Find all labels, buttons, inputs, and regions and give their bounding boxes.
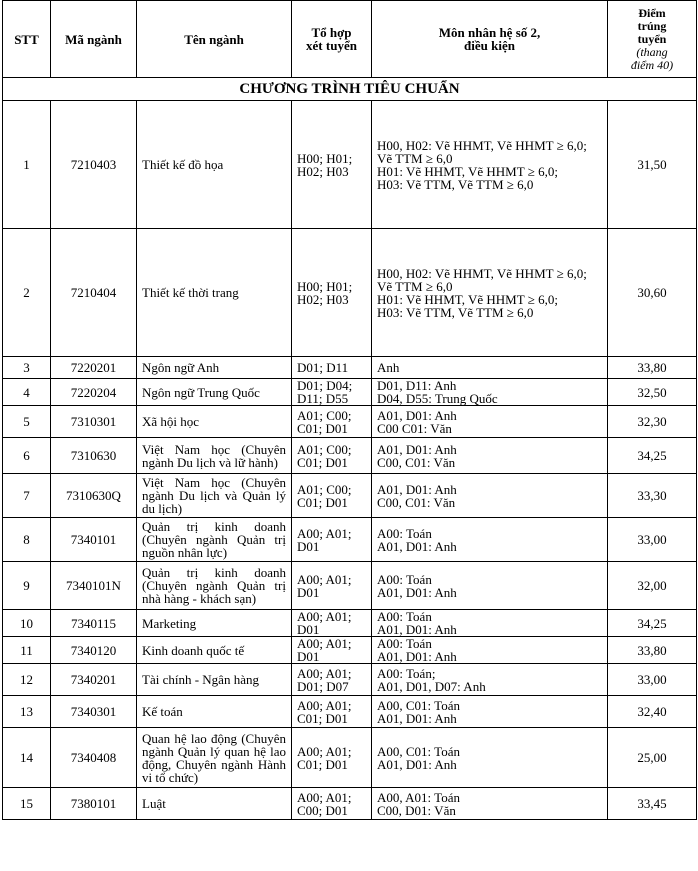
table-row xyxy=(3,610,697,637)
subject-line: H00, H02: Vẽ HHMT, Vẽ HHMT ≥ 6,0; Vẽ TTM ≥ 6,0 xyxy=(377,137,587,166)
cell-score: 25,00 xyxy=(608,728,697,788)
cell-subject xyxy=(372,406,608,438)
cell-code: 7340115 xyxy=(51,610,137,637)
cell-combo: A00; A01; C01; D01 xyxy=(292,728,372,788)
table-row xyxy=(3,664,697,696)
cell-subject xyxy=(372,562,608,610)
cell-name: Kinh doanh quốc tế xyxy=(137,637,292,664)
subject-line: A01, D01: Anh xyxy=(377,441,457,457)
cell-subject xyxy=(372,438,608,474)
table-row xyxy=(3,357,697,379)
subject-line: A01, D01: Anh xyxy=(377,622,457,637)
cell-stt: 8 xyxy=(3,518,51,562)
cell-stt: 1 xyxy=(3,101,51,229)
table-row xyxy=(3,438,697,474)
header-code: Mã ngành xyxy=(51,1,137,78)
section-row xyxy=(3,78,697,101)
table-row xyxy=(3,518,697,562)
subject-line: H00, H02: Vẽ HHMT, Vẽ HHMT ≥ 6,0; Vẽ TTM ≥ 6,0 xyxy=(377,265,587,294)
cell-combo: A01; C00; C01; D01 xyxy=(292,474,372,518)
cell-score: 33,80 xyxy=(608,637,697,664)
cell-name: Kế toán xyxy=(137,696,292,728)
cell-subject xyxy=(372,610,608,637)
cell-stt: 14 xyxy=(3,728,51,788)
cell-subject xyxy=(372,101,608,229)
subject-line: C00, C01: Văn xyxy=(377,494,456,510)
cell-combo: H00; H01; H02; H03 xyxy=(292,229,372,357)
table-row xyxy=(3,637,697,664)
cell-score: 31,50 xyxy=(608,101,697,229)
subject-line: D01, D11: Anh xyxy=(377,378,457,393)
cell-combo: D01; D04; D11; D55 xyxy=(292,379,372,406)
cell-stt: 2 xyxy=(3,229,51,357)
table-row xyxy=(3,379,697,406)
subject-line: H03: Vẽ TTM, Vẽ TTM ≥ 6,0 xyxy=(377,176,534,192)
cell-combo: A00; A01; C00; D01 xyxy=(292,788,372,820)
cell-combo: A01; C00; C01; D01 xyxy=(292,438,372,474)
cell-combo: A00; A01; D01 xyxy=(292,637,372,664)
cell-name: Marketing xyxy=(137,610,292,637)
cell-subject xyxy=(372,474,608,518)
cell-code: 7380101 xyxy=(51,788,137,820)
subject-line: H01: Vẽ HHMT, Vẽ HHMT ≥ 6,0; xyxy=(377,291,558,307)
cell-code: 7340101 xyxy=(51,518,137,562)
subject-line: A00: Toán xyxy=(377,525,432,541)
cell-subject xyxy=(372,379,608,406)
cell-combo: A00; A01; D01 xyxy=(292,518,372,562)
subject-line: Anh xyxy=(377,360,400,375)
subject-line: H01: Vẽ HHMT, Vẽ HHMT ≥ 6,0; xyxy=(377,163,558,179)
cell-stt: 11 xyxy=(3,637,51,664)
cell-name: Quản trị kinh doanh (Chuyên ngành Quản trị nhà hàng - khách sạn) xyxy=(137,562,292,610)
cell-score: 34,25 xyxy=(608,610,697,637)
cell-name: Luật xyxy=(137,788,292,820)
cell-score: 32,40 xyxy=(608,696,697,728)
cell-stt: 5 xyxy=(3,406,51,438)
cell-code: 7340201 xyxy=(51,664,137,696)
table-row xyxy=(3,229,697,357)
cell-score: 32,00 xyxy=(608,562,697,610)
cell-subject xyxy=(372,696,608,728)
table-row xyxy=(3,788,697,820)
subject-line: A01, D01: Anh xyxy=(377,407,457,423)
subject-line: H03: Vẽ TTM, Vẽ TTM ≥ 6,0 xyxy=(377,304,534,320)
cell-name: Tài chính - Ngân hàng xyxy=(137,664,292,696)
cell-name: Ngôn ngữ Anh xyxy=(137,357,292,379)
admission-score-table xyxy=(2,0,697,820)
table-row xyxy=(3,474,697,518)
cell-name: Quan hệ lao động (Chuyên ngành Quản lý quan hệ lao động, Chuyên ngành Hành vi tổ chức) xyxy=(137,728,292,788)
cell-subject xyxy=(372,229,608,357)
cell-combo: D01; D11 xyxy=(292,357,372,379)
cell-code: 7340101N xyxy=(51,562,137,610)
cell-combo: A00; A01; D01 xyxy=(292,610,372,637)
cell-combo: H00; H01; H02; H03 xyxy=(292,101,372,229)
cell-code: 7310630 xyxy=(51,438,137,474)
cell-score: 33,45 xyxy=(608,788,697,820)
subject-line: C00, D01: Văn xyxy=(377,802,456,818)
cell-stt: 10 xyxy=(3,610,51,637)
cell-name: Ngôn ngữ Trung Quốc xyxy=(137,379,292,406)
cell-score: 34,25 xyxy=(608,438,697,474)
cell-code: 7220201 xyxy=(51,357,137,379)
cell-stt: 7 xyxy=(3,474,51,518)
cell-stt: 3 xyxy=(3,357,51,379)
cell-stt: 12 xyxy=(3,664,51,696)
cell-score: 33,00 xyxy=(608,664,697,696)
cell-code: 7210403 xyxy=(51,101,137,229)
cell-code: 7340120 xyxy=(51,637,137,664)
subject-line: A00, C01: Toán xyxy=(377,743,460,759)
cell-score: 33,30 xyxy=(608,474,697,518)
table-row xyxy=(3,101,697,229)
cell-combo: A01; C00; C01; D01 xyxy=(292,406,372,438)
cell-score: 30,60 xyxy=(608,229,697,357)
header-name: Tên ngành xyxy=(137,1,292,78)
subject-line: A01, D01: Anh xyxy=(377,481,457,497)
cell-score: 33,00 xyxy=(608,518,697,562)
cell-name: Xã hội học xyxy=(137,406,292,438)
subject-line: A01, D01: Anh xyxy=(377,584,457,600)
table-header-row xyxy=(3,1,697,78)
subject-line: C00 C01: Văn xyxy=(377,420,452,436)
table-row xyxy=(3,696,697,728)
cell-stt: 6 xyxy=(3,438,51,474)
cell-stt: 15 xyxy=(3,788,51,820)
header-subject: Môn nhân hệ số 2, điều kiện xyxy=(372,1,608,78)
section-title: CHƯƠNG TRÌNH TIÊU CHUẨN xyxy=(3,78,697,101)
subject-line: A00, C01: Toán xyxy=(377,697,460,713)
table-row xyxy=(3,728,697,788)
subject-line: A00: Toán xyxy=(377,571,432,587)
subject-line: A00, A01: Toán xyxy=(377,789,460,805)
cell-code: 7340301 xyxy=(51,696,137,728)
cell-subject xyxy=(372,357,608,379)
cell-name: Việt Nam học (Chuyên ngành Du lịch và lữ hành) xyxy=(137,438,292,474)
header-stt: STT xyxy=(3,1,51,78)
cell-subject xyxy=(372,728,608,788)
subject-line: A01, D01: Anh xyxy=(377,649,457,664)
subject-line: D04, D55: Trung Quốc xyxy=(377,391,498,406)
cell-name: Quản trị kinh doanh (Chuyên ngành Quản trị nguồn nhân lực) xyxy=(137,518,292,562)
cell-combo: A00; A01; C01; D01 xyxy=(292,696,372,728)
subject-line: A00: Toán; xyxy=(377,665,436,681)
cell-subject xyxy=(372,664,608,696)
cell-subject xyxy=(372,637,608,664)
cell-combo: A00; A01; D01 xyxy=(292,562,372,610)
subject-line: A01, D01: Anh xyxy=(377,710,457,726)
cell-stt: 4 xyxy=(3,379,51,406)
cell-subject xyxy=(372,518,608,562)
subject-line: A01, D01, D07: Anh xyxy=(377,678,486,694)
cell-name: Thiết kế đồ họa xyxy=(137,101,292,229)
cell-stt: 13 xyxy=(3,696,51,728)
cell-code: 7340408 xyxy=(51,728,137,788)
cell-stt: 9 xyxy=(3,562,51,610)
cell-score: 32,50 xyxy=(608,379,697,406)
table-row xyxy=(3,562,697,610)
subject-line: A00: Toán xyxy=(377,609,432,624)
cell-code: 7210404 xyxy=(51,229,137,357)
cell-score: 32,30 xyxy=(608,406,697,438)
header-combo: Tổ hợp xét tuyển xyxy=(292,1,372,78)
subject-line: C00, C01: Văn xyxy=(377,454,456,470)
cell-combo: A00; A01; D01; D07 xyxy=(292,664,372,696)
table-row xyxy=(3,406,697,438)
cell-name: Việt Nam học (Chuyên ngành Du lịch và Quản lý du lịch) xyxy=(137,474,292,518)
subject-line: A00: Toán xyxy=(377,636,432,651)
subject-line: A01, D01: Anh xyxy=(377,538,457,554)
cell-score: 33,80 xyxy=(608,357,697,379)
cell-code: 7220204 xyxy=(51,379,137,406)
cell-code: 7310301 xyxy=(51,406,137,438)
subject-line: A01, D01: Anh xyxy=(377,756,457,772)
cell-code: 7310630Q xyxy=(51,474,137,518)
header-score: Điểm trúng tuyển (thang điểm 40) xyxy=(608,1,697,78)
cell-name: Thiết kế thời trang xyxy=(137,229,292,357)
cell-subject xyxy=(372,788,608,820)
